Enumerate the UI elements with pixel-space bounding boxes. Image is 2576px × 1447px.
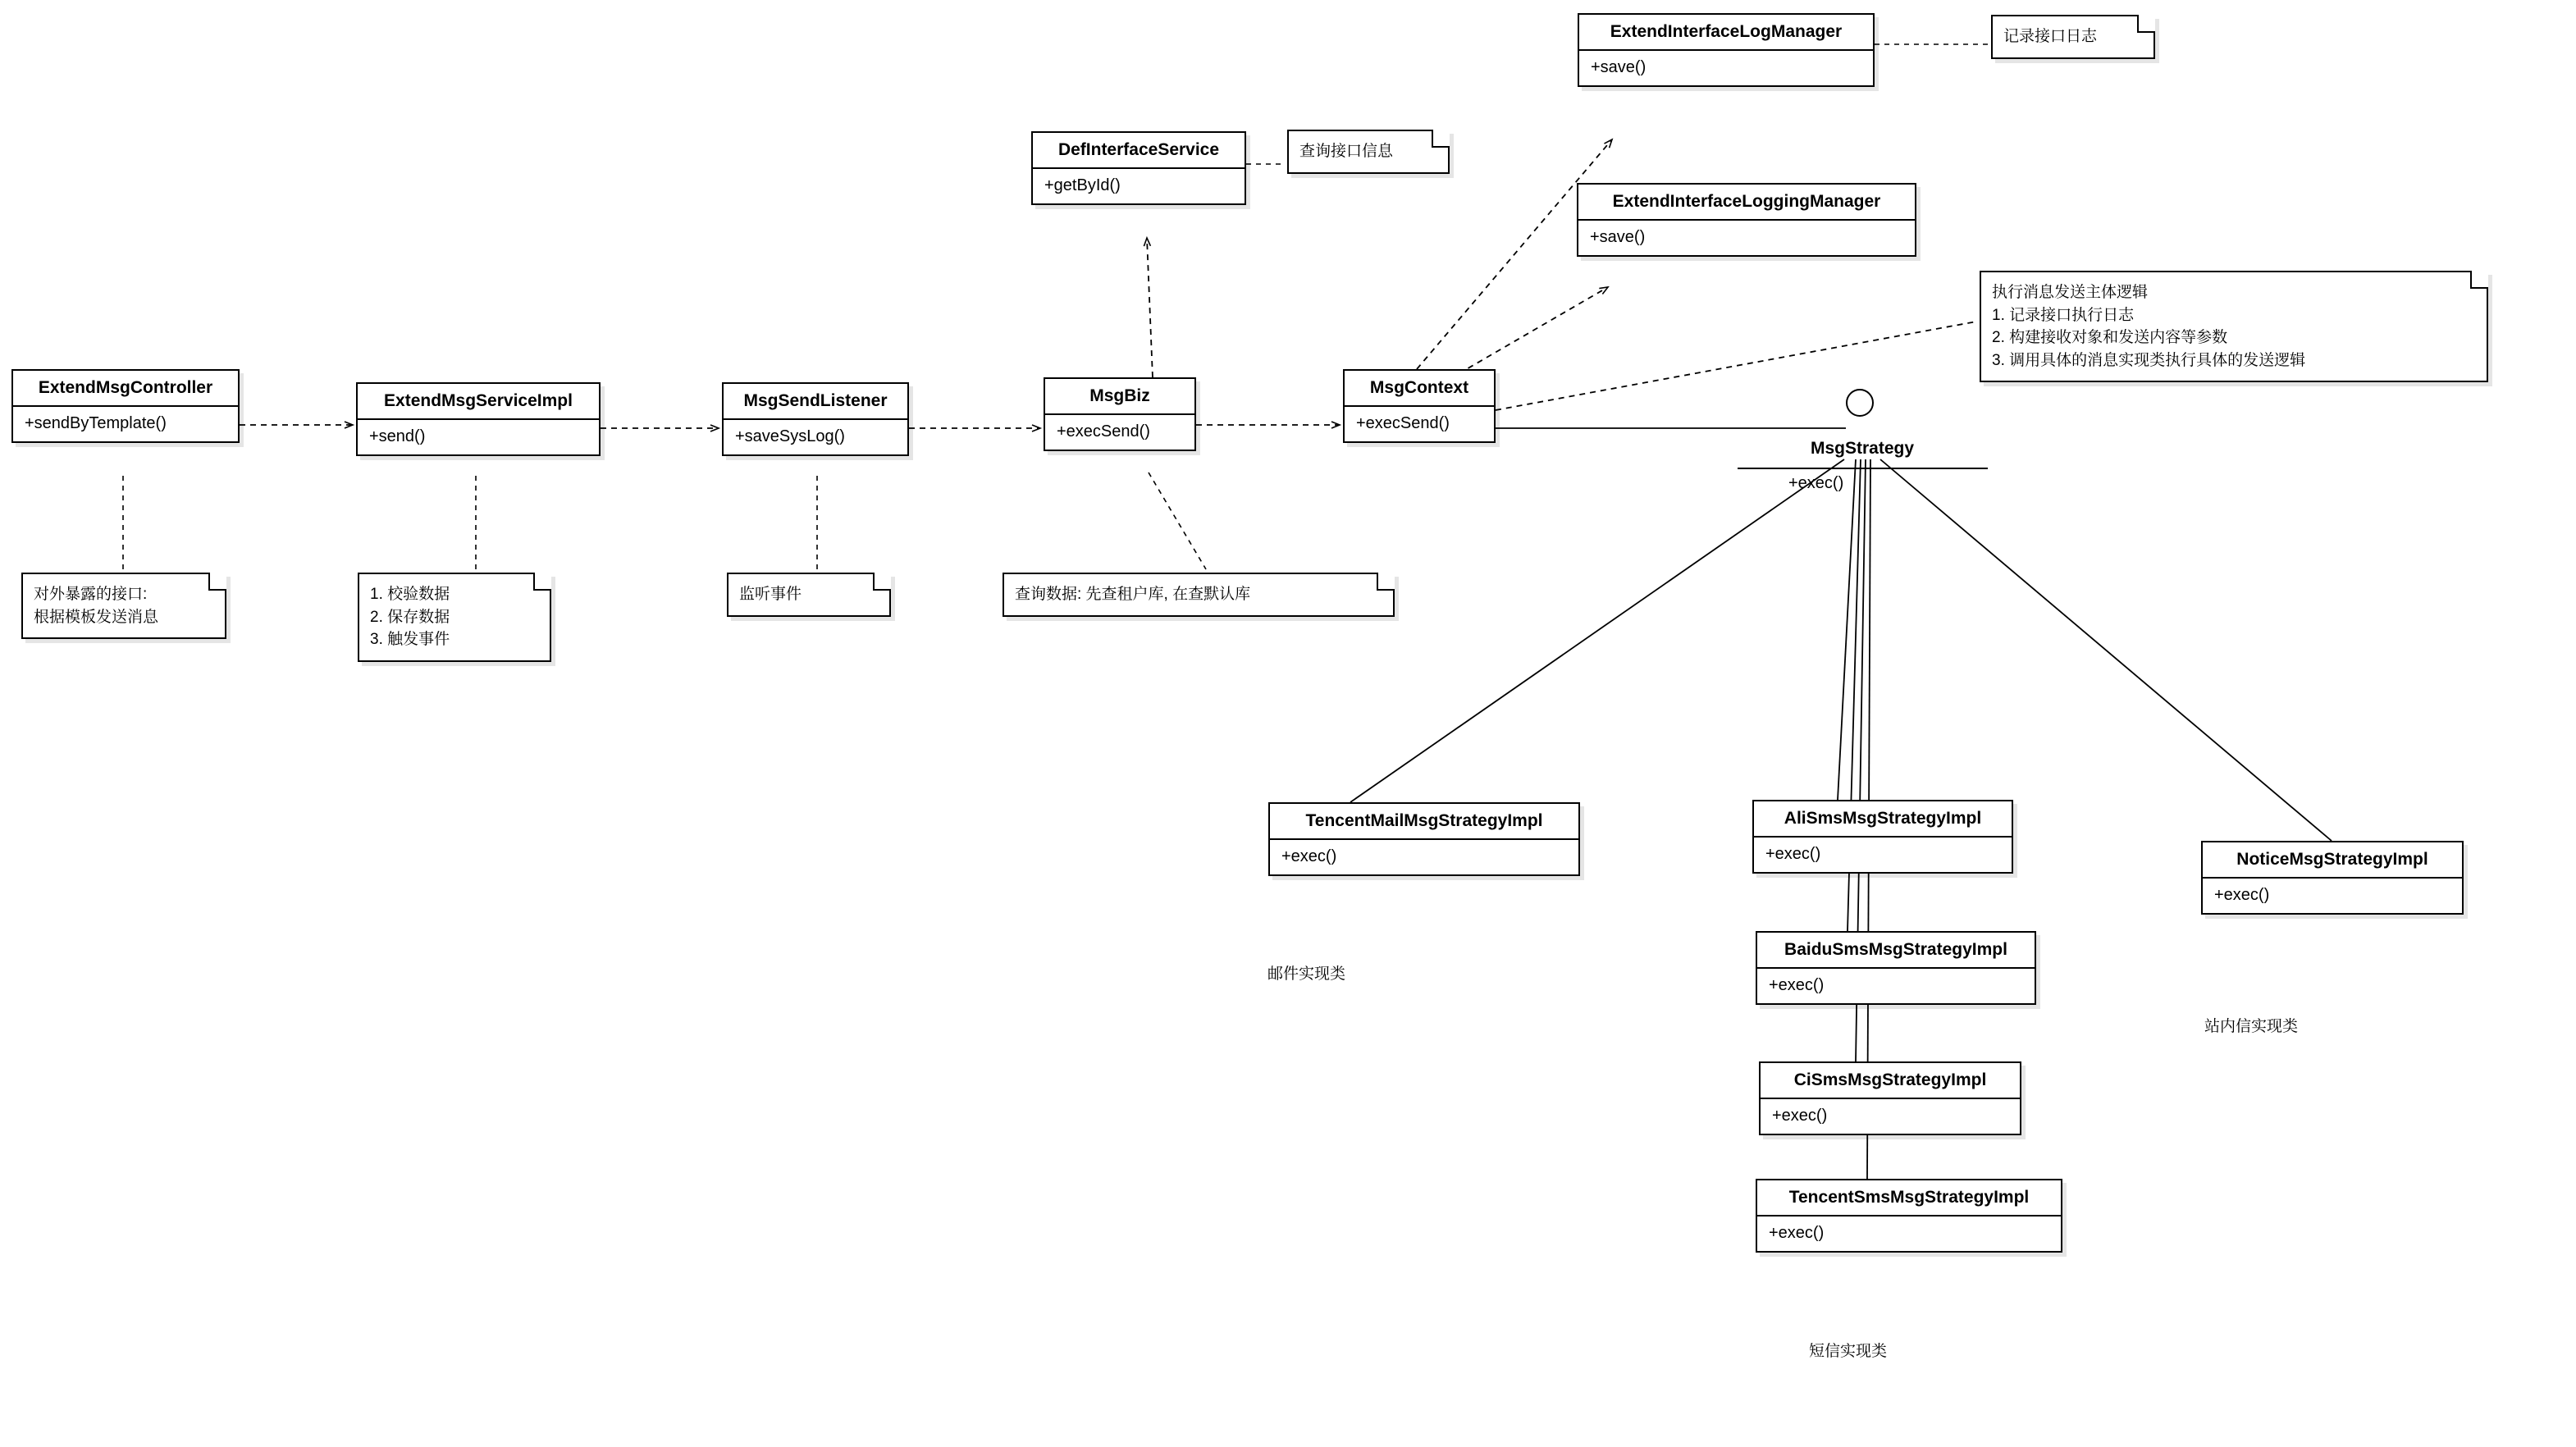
class-name: MsgSendListener (743, 391, 888, 410)
note-context (1980, 271, 2488, 382)
class-ci-sms-msg-strategy-impl[interactable] (1759, 1061, 2021, 1135)
class-name: ExtendMsgServiceImpl (384, 391, 573, 410)
edge-strategy-to-tencent-mail (1350, 459, 1844, 802)
class-tencent-mail-msg-strategy-impl[interactable] (1268, 802, 1580, 876)
note-line: 查询数据: 先查租户库, 在查默认库 (1015, 586, 1251, 603)
class-operations: +exec() (1281, 847, 1337, 866)
note-controller (21, 573, 226, 639)
class-name: AliSmsMsgStrategyImpl (1784, 809, 1982, 828)
note-line: 执行消息发送主体逻辑 (1992, 284, 2149, 301)
class-operations: +exec() (1769, 976, 1825, 995)
class-extend-msg-controller[interactable] (11, 369, 240, 443)
note-line: 对外暴露的接口: (34, 586, 148, 603)
class-name: MsgBiz (1089, 386, 1150, 405)
class-extend-msg-service-impl[interactable] (356, 382, 601, 456)
note-line: 2. 构建接收对象和发送内容等参数 (1992, 329, 2228, 347)
class-operations: +exec() (2214, 886, 2270, 905)
caption-notice-implementations: 站内信实现类 (2204, 1018, 2299, 1035)
interface-name-msg-strategy: MsgStrategy (1810, 439, 1915, 458)
class-msg-context[interactable] (1343, 369, 1496, 443)
note-line: 记录接口日志 (2003, 28, 2098, 45)
note-line: 2. 保存数据 (370, 608, 450, 626)
class-operations: +execSend() (1057, 422, 1150, 441)
class-operations: +exec() (1772, 1107, 1828, 1125)
caption-sms-implementations: 短信实现类 (1809, 1343, 1888, 1360)
class-operations: +exec() (1765, 845, 1821, 864)
note-line: 查询接口信息 (1299, 143, 1394, 160)
edge-biz-note (1149, 472, 1206, 569)
class-msg-biz[interactable] (1044, 377, 1196, 451)
interface-lollipop-icon (1846, 389, 1874, 417)
interface-operation-exec: +exec() (1788, 474, 1844, 492)
class-msg-send-listener[interactable] (722, 382, 909, 456)
class-def-interface-service[interactable] (1031, 131, 1246, 205)
edge-biz-to-def-interface (1147, 238, 1153, 377)
class-ali-sms-msg-strategy-impl[interactable] (1752, 800, 2013, 874)
class-name: CiSmsMsgStrategyImpl (1793, 1070, 1987, 1089)
class-operations: +save() (1590, 228, 1646, 247)
class-name: ExtendMsgController (38, 378, 213, 397)
edge-strategy-to-ali-sms (1838, 459, 1856, 800)
class-operations: +getById() (1044, 176, 1121, 195)
class-extend-interface-log-manager[interactable] (1578, 13, 1875, 87)
class-extend-interface-logging-manager[interactable] (1577, 183, 1916, 257)
note-line: 监听事件 (739, 586, 802, 603)
note-service (358, 573, 551, 662)
edge-context-to-logging-manager (1450, 287, 1608, 379)
note-fold-icon (873, 573, 891, 591)
note-line: 3. 触发事件 (370, 631, 450, 649)
class-operations: +send() (369, 427, 426, 446)
class-operations: +sendByTemplate() (25, 414, 167, 433)
note-fold-icon (1432, 130, 1450, 148)
class-notice-msg-strategy-impl[interactable] (2201, 841, 2464, 915)
note-listener (727, 573, 891, 617)
interface-separator (1738, 468, 1988, 469)
class-name: TencentSmsMsgStrategyImpl (1788, 1188, 2030, 1207)
note-fold-icon (2137, 15, 2155, 33)
class-name: NoticeMsgStrategyImpl (2236, 850, 2428, 869)
class-operations: +saveSysLog() (735, 427, 845, 446)
caption-mail-implementations: 邮件实现类 (1267, 965, 1346, 983)
note-biz (1003, 573, 1395, 617)
class-name: ExtendInterfaceLogManager (1610, 22, 1843, 41)
note-log-manager (1991, 15, 2155, 59)
note-fold-icon (208, 573, 226, 591)
class-operations: +execSend() (1356, 414, 1450, 433)
note-line: 根据模板发送消息 (34, 608, 159, 626)
edge-context-to-note (1496, 322, 1976, 410)
note-fold-icon (533, 573, 551, 591)
class-operations: +save() (1591, 58, 1647, 77)
class-baidu-sms-msg-strategy-impl[interactable] (1756, 931, 2036, 1005)
class-name: ExtendInterfaceLoggingManager (1612, 192, 1881, 211)
note-line: 3. 调用具体的消息实现类执行具体的发送逻辑 (1992, 351, 2306, 369)
note-fold-icon (2470, 271, 2488, 289)
note-def-interface (1287, 130, 1450, 174)
note-fold-icon (1377, 573, 1395, 591)
note-line: 1. 记录接口执行日志 (1992, 306, 2135, 324)
class-tencent-sms-msg-strategy-impl[interactable] (1756, 1179, 2062, 1253)
class-operations: +exec() (1769, 1224, 1825, 1243)
class-name: TencentMailMsgStrategyImpl (1305, 811, 1543, 830)
class-name: MsgContext (1369, 378, 1469, 397)
class-name: DefInterfaceService (1057, 140, 1220, 159)
class-name: BaiduSmsMsgStrategyImpl (1784, 940, 2007, 959)
edge-strategy-to-notice (1880, 459, 2332, 841)
note-line: 1. 校验数据 (370, 586, 450, 603)
